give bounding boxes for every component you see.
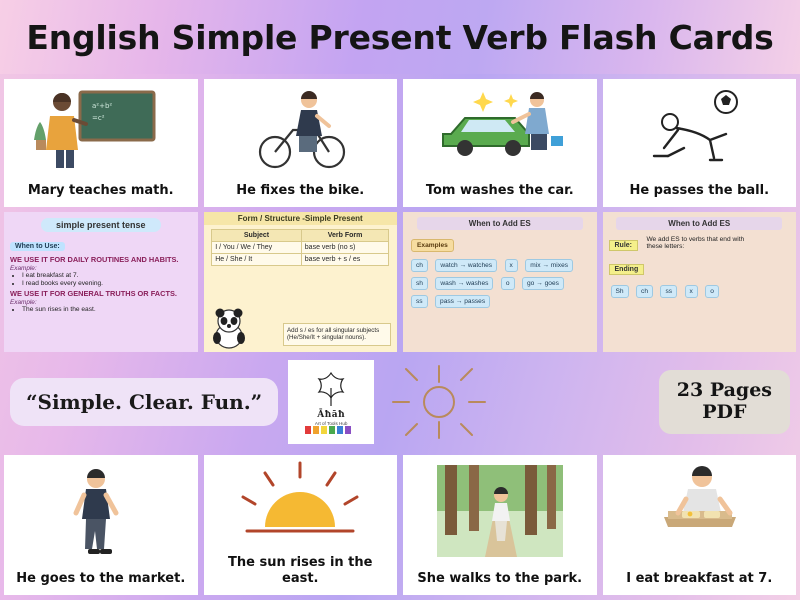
structure-panel-title: Form / Structure -Simple Present: [204, 212, 398, 225]
column-header: Subject: [212, 230, 302, 242]
grammar-rule-1: WE USE IT FOR DAILY ROUTINES AND HABITS.: [10, 255, 179, 264]
flashcard-caption: The sun rises in the east.: [228, 554, 373, 586]
grammar-example-2-list: [22, 306, 198, 313]
table-header-row: [212, 230, 389, 242]
man-eating-breakfast-icon: [603, 455, 797, 567]
table-cell: I / You / We / They: [212, 242, 302, 254]
bottom-flashcard-row: [0, 455, 800, 595]
flashcard-caption: He goes to the market.: [16, 570, 186, 586]
grammar-panel[interactable]: [4, 212, 198, 352]
info-panel-row: [0, 212, 800, 352]
brand-logo: [288, 360, 374, 444]
ending-label: Ending: [609, 264, 645, 275]
logo-name: Āħāħ: [317, 410, 346, 420]
panda-icon: [208, 306, 250, 350]
grammar-example-1-list: [22, 272, 198, 287]
ending-chip: Sh: [611, 285, 629, 298]
man-walking-icon: [4, 455, 198, 567]
sunrise-icon: [204, 455, 398, 551]
logo-subtitle: Art of Tools Hub: [314, 421, 348, 426]
sun-decoration-icon: [384, 360, 494, 444]
flashcard-caption: She walks to the park.: [417, 570, 583, 586]
page-count-line2: PDF: [702, 401, 747, 423]
soccer-player-kicking-ball-icon: [603, 79, 797, 179]
ending-chip: x: [685, 285, 698, 298]
example-chip: watch → watches: [435, 259, 497, 272]
example-chip: wash → washes: [435, 277, 493, 290]
middle-strip: [0, 357, 800, 447]
page-title: English Simple Present Verb Flash Cards: [26, 17, 774, 57]
title-banner: [0, 0, 800, 74]
flashcard[interactable]: [204, 455, 398, 595]
structure-note: Add s / es for all singular subjects (He/She/It + singular nouns).: [283, 323, 391, 347]
page-count-badge: [659, 370, 790, 434]
teacher-at-blackboard-icon: [4, 79, 198, 179]
grammar-rule-2: WE USE IT FOR GENERAL TRUTHS OR FACTS.: [10, 289, 177, 298]
ending-chip: sh: [411, 277, 428, 290]
es-rule-title: When to Add ES: [616, 217, 782, 230]
es-rule-panel[interactable]: [603, 212, 797, 352]
svg-text:a²+b²: a²+b²: [91, 101, 112, 110]
table-cell: He / She / It: [212, 254, 302, 266]
ending-chip: ss: [660, 285, 677, 298]
flashcard-caption: He fixes the bike.: [236, 182, 365, 198]
flashcard[interactable]: [603, 79, 797, 207]
color-pencils-icon: [303, 426, 359, 434]
table-row: [212, 242, 389, 254]
structure-panel[interactable]: [204, 212, 398, 352]
structure-table: [211, 229, 389, 266]
ending-chip: ch: [411, 259, 428, 272]
flashcard[interactable]: [204, 79, 398, 207]
page-count-line1: 23 Pages: [676, 379, 772, 402]
table-row: [212, 254, 389, 266]
flashcard-caption: He passes the ball.: [629, 182, 770, 198]
flashcard[interactable]: [403, 79, 597, 207]
rule-label: Rule:: [609, 240, 639, 251]
table-cell: base verb + s / es: [301, 254, 388, 266]
ending-chip: ch: [636, 285, 653, 298]
flashcard[interactable]: [603, 455, 797, 595]
ending-chip: x: [505, 259, 518, 272]
column-header: Verb Form: [301, 230, 388, 242]
grammar-panel-title: simple present tense: [41, 218, 161, 232]
list-item: • I eat breakfast at 7.: [22, 272, 198, 279]
flashcard-caption: Tom washes the car.: [425, 182, 574, 198]
flashcard[interactable]: [4, 79, 198, 207]
flashcard-caption: I eat breakfast at 7.: [626, 570, 773, 586]
list-item: • I read books every evening.: [22, 280, 198, 287]
top-flashcard-row: [0, 79, 800, 207]
svg-text:=c²: =c²: [91, 113, 105, 122]
list-item: • The sun rises in the east.: [22, 306, 198, 313]
examples-label: Examples: [411, 239, 454, 252]
when-to-use-label: When to Use:: [10, 242, 65, 251]
table-cell: base verb (no s): [301, 242, 388, 254]
tagline: “Simple. Clear. Fun.”: [10, 378, 278, 426]
man-with-bicycle-icon: [204, 79, 398, 179]
example-chip: mix → mixes: [525, 259, 573, 272]
grammar-example-1-label: Example:: [10, 265, 37, 272]
ending-chip: o: [705, 285, 719, 298]
es-examples-title: When to Add ES: [417, 217, 583, 230]
flashcard[interactable]: [4, 455, 198, 595]
flashcard-caption: Mary teaches math.: [27, 182, 174, 198]
example-chip: pass → passes: [435, 295, 490, 308]
grammar-example-2-label: Example:: [10, 299, 37, 306]
logo-mark-icon: [305, 370, 357, 410]
example-chip: go → goes: [522, 277, 564, 290]
ending-chip: ss: [411, 295, 428, 308]
man-washing-car-icon: [403, 79, 597, 179]
ending-chip: o: [501, 277, 515, 290]
es-examples-panel[interactable]: [403, 212, 597, 352]
flashcard[interactable]: [403, 455, 597, 595]
girl-walking-in-park-icon: [403, 455, 597, 567]
rule-text: We add ES to verbs that end with these letters:: [646, 235, 745, 250]
